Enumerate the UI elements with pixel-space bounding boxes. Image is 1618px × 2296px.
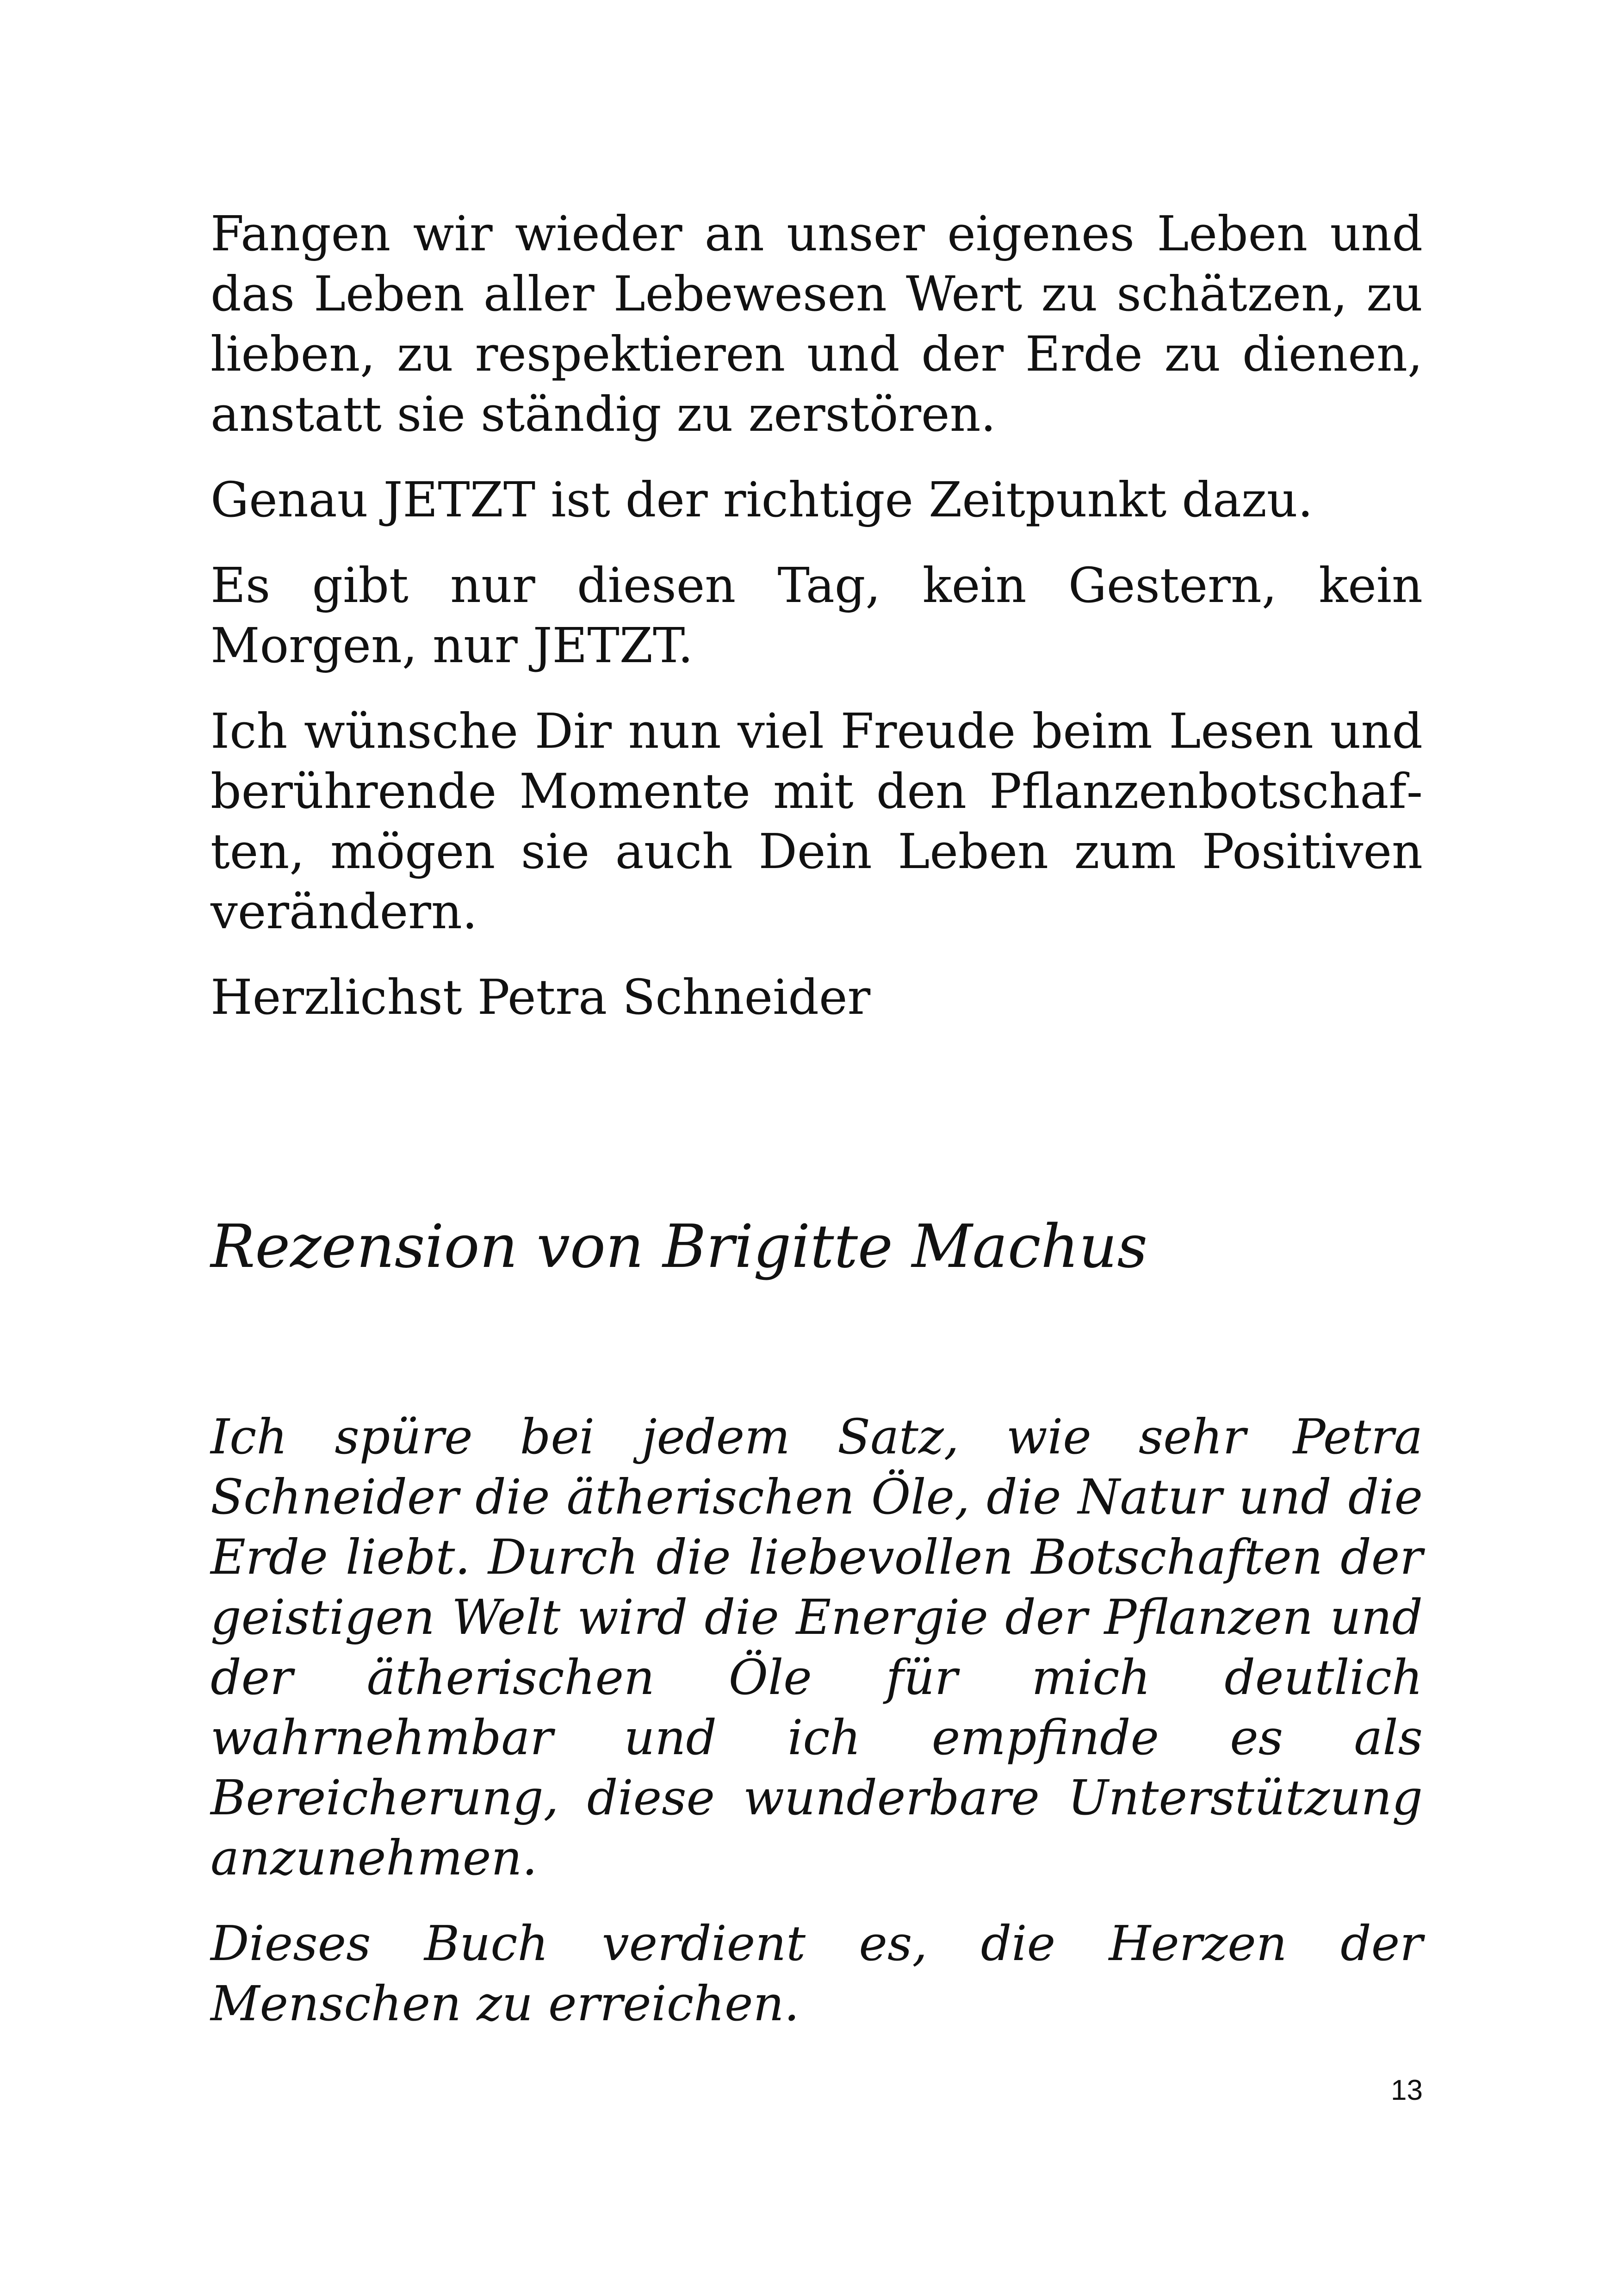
letter-signature: Herzlichst Petra Schneider xyxy=(211,969,871,1025)
review-paragraph-2: Dieses Buch verdient es, die Herzen der Menschen zu erreichen. xyxy=(211,1915,1423,2032)
letter-section xyxy=(211,204,1423,1027)
review-heading: Rezension von Brigitte Machus xyxy=(211,1212,1148,1281)
letter-paragraph-1: Fangen wir wieder an unser eigenes Leben und das Leben aller Lebewesen Wert zu schätzen, zu lieben, zu respektieren und der Erde zu dienen, anstatt sie ständig zu zerstören. xyxy=(211,205,1423,442)
review-section xyxy=(211,1407,1423,2034)
letter-paragraph-2: Genau JETZT ist der richtige Zeitpunkt dazu. xyxy=(211,472,1313,528)
letter-paragraph-4: Ich wünsche Dir nun viel Freude beim Lesen und berührende Momente mit den Pflanzenbotschaften, mögen sie auch Dein Leben zum Positiven verändern. xyxy=(211,703,1423,940)
review-paragraph-1: Ich spüre bei jedem Satz, wie sehr Petra Schneider die ätherischen Öle, die Natur und die Erde liebt. Durch die liebevollen Botschaften der geistigen Welt wird die Energie der Pflanzen und der ätherischen Öle für mich deutlich wahrnehmbar und ich empfinde es als Bereicherung, diese wunderbare Unterstützung anzunehmen. xyxy=(211,1409,1423,1886)
letter-paragraph-3: Es gibt nur diesen Tag, kein Gestern, kein Morgen, nur JETZT. xyxy=(211,557,1423,674)
page-number: 13 xyxy=(1391,2074,1423,2106)
